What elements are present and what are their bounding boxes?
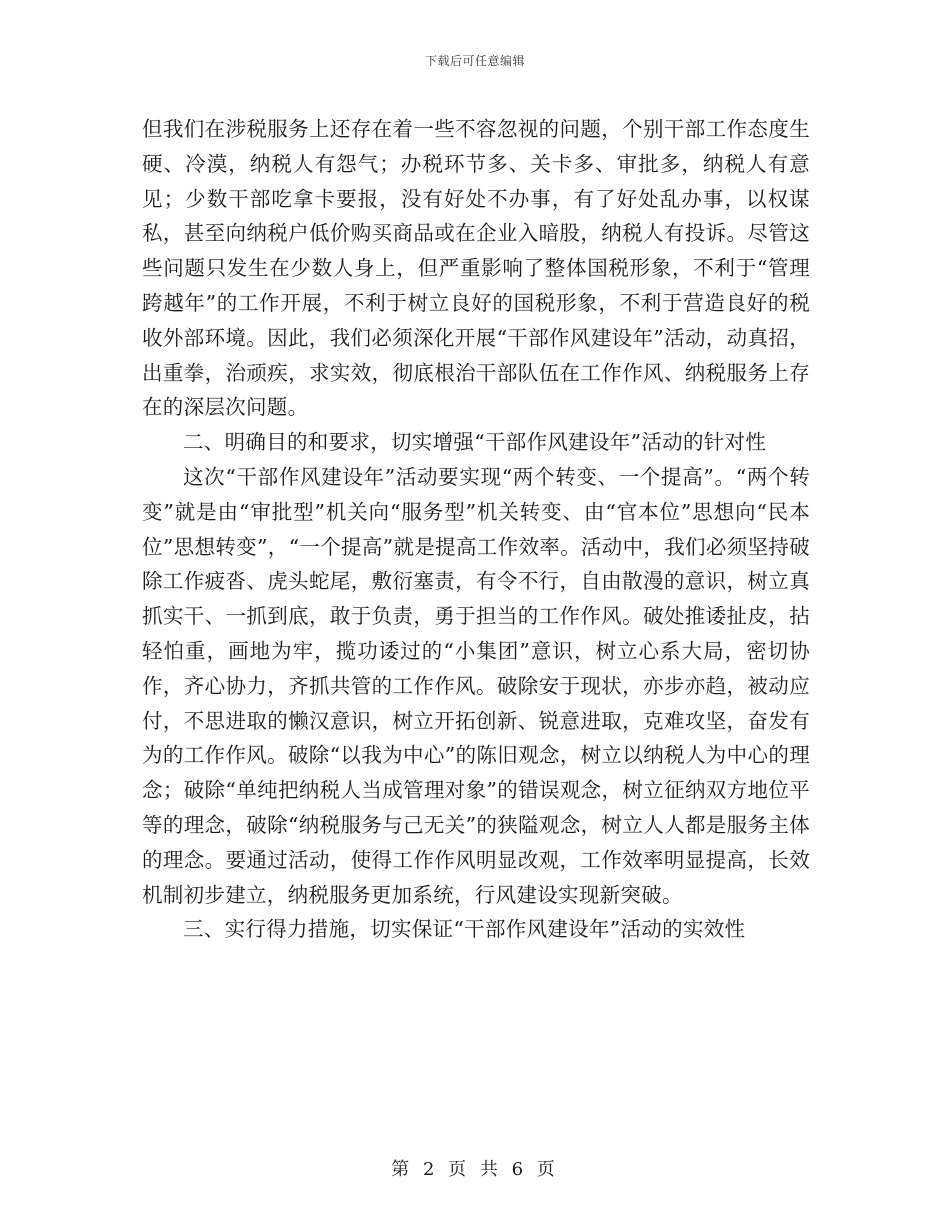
section-heading-3: 三、实行得力措施，切实保证“干部作风建设年”活动的实效性 (183, 917, 746, 942)
section-heading-2: 二、明确目的和要求，切实增强“干部作风建设年”活动的针对性 (183, 430, 767, 455)
page-header: 下载后可任意编辑 (424, 54, 525, 68)
paragraph-continuation: 但我们在涉税服务上还存在着一些不容忽视的问题，个别干部工作态度生硬、冷漠，纳税人有怨气；办税环节多、关卡多、审批多，纳税人有意见；少数干部吃拿卡要报，没有好处不办事，有了好处乱办事，以权谋私，甚至向纳税户低价购买商品或在企业入暗股，纳税人有投诉。尽管这些问题只发生在少数人身上，但严重影响了整体国税形象，不利于“管理跨越年”的工作开展，不利于树立良好的国税形象，不利于营造良好的税收外部环境。因此，我们必须深化开展“干部作风建设年”活动，动真招，出重拳，治顽疾，求实效，彻底根治干部队伍在工作作风、纳税服务上存在的深层次问题。 (142, 117, 810, 420)
paragraph-section-2-body: 这次“干部作风建设年”活动要实现“两个转变、一个提高”。“两个转变”就是由“审批型”机关向“服务型”机关转变、由“官本位”思想向“民本位”思想转变”，“一个提高”就是提高工作效率。活动中，我们必须坚持破除工作疲沓、虎头蛇尾，敷衍塞责，有令不行，自由散漫的意识，树立真抓实干、一抓到底，敢于负责，勇于担当的工作作风。破处推诿扯皮，拈轻怕重，画地为牢，揽功诿过的“小集团”意识，树立心系大局，密切协作，齐心协力，齐抓共管的工作作风。破除安于现状，亦步亦趋，被动应付，不思进取的懒汉意识，树立开拓创新、锐意进取，克难攻坚，奋发有为的工作作风。破除“以我为中心”的陈旧观念，树立以纳税人为中心的理念；破除“单纯把纳税人当成管理对象”的错误观念，树立征纳双方地位平等的理念，破除“纳税服务与己无关”的狭隘观念，树立人人都是服务主体的理念。要通过活动，使得工作作风明显改观，工作效率明显提高，长效机制初步建立，纳税服务更加系统，行风建设实现新突破。 (142, 464, 810, 907)
page-number: 第 2 页 共 6 页 (391, 1159, 559, 1180)
document-body (142, 112, 810, 947)
